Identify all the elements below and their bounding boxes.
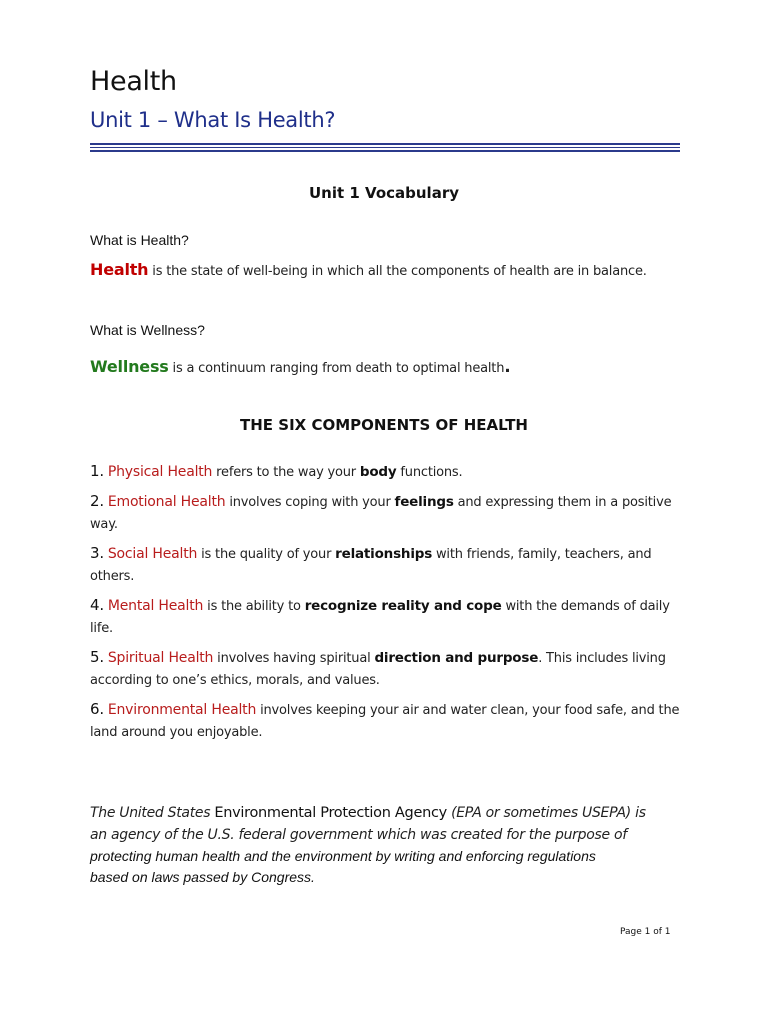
vocab-definition <box>90 260 690 279</box>
document-subtitle: Unit 1 – What Is Health? <box>90 108 336 132</box>
component-text: with friends, family, teachers, and others. <box>90 547 652 584</box>
vocabulary-heading: Unit 1 Vocabulary <box>308 184 459 202</box>
component-keyword: direction and purpose <box>374 650 539 666</box>
item-number: 1. <box>90 462 104 480</box>
item-number: 6. <box>90 700 104 718</box>
item-number: 2. <box>90 492 104 510</box>
list-item <box>90 460 680 484</box>
list-item <box>90 698 680 744</box>
component-text: with the demands of daily life. <box>90 599 670 636</box>
component-name: Mental Health <box>107 598 204 614</box>
component-text: . This includes living according to one’s ethics, morals, and values. <box>90 651 666 688</box>
component-name: Environmental Health <box>107 702 257 718</box>
vocab-definition <box>90 357 690 377</box>
vocab-question: What is Health? <box>90 232 189 248</box>
epa-agency-name: Environmental Protection Agency <box>214 805 447 821</box>
epa-note-line: based on laws passed by Congress. <box>90 869 315 885</box>
components-list <box>90 460 680 750</box>
component-text: involves keeping your air and water clean, your food safe, and the land around you enjoyable. <box>90 703 680 740</box>
page-number: Page 1 of 1 <box>620 927 671 937</box>
epa-note-text: The United States <box>90 805 215 821</box>
component-keyword: feelings <box>394 494 454 510</box>
component-keyword: recognize reality and cope <box>304 598 502 614</box>
component-text: refers to the way your <box>212 465 360 480</box>
component-text: and expressing them in a positive way. <box>90 495 672 532</box>
vocab-question: What is Wellness? <box>90 322 205 338</box>
epa-note-line <box>90 802 690 824</box>
component-text: functions. <box>396 465 463 480</box>
component-name: Social Health <box>107 546 198 562</box>
list-item <box>90 594 680 640</box>
component-name: Emotional Health <box>107 494 226 510</box>
vocab-term: Health <box>90 260 149 279</box>
component-text: is the ability to <box>203 599 305 614</box>
component-name: Physical Health <box>107 464 213 480</box>
vocab-definition-ending: . <box>504 357 511 377</box>
title-divider <box>90 147 680 148</box>
component-text: involves coping with your <box>225 495 395 510</box>
component-keyword: relationships <box>335 546 433 562</box>
vocab-term: Wellness <box>90 357 169 376</box>
list-item <box>90 542 680 588</box>
item-number: 5. <box>90 648 104 666</box>
title-divider <box>90 150 680 152</box>
title-divider <box>90 143 680 145</box>
item-number: 4. <box>90 596 104 614</box>
epa-note-text: (EPA or sometimes USEPA) is <box>446 805 646 821</box>
components-heading: THE SIX COMPONENTS OF HEALTH <box>240 416 528 434</box>
list-item <box>90 646 680 692</box>
component-text: involves having spiritual <box>213 651 375 666</box>
vocab-definition-text: is the state of well-being in which all the components of health are in balance. <box>148 264 647 279</box>
component-keyword: body <box>359 464 397 480</box>
epa-note <box>90 802 690 888</box>
epa-note-line: protecting human health and the environment by writing and enforcing regulations <box>90 848 596 864</box>
list-item <box>90 490 680 536</box>
component-text: is the quality of your <box>197 547 336 562</box>
item-number: 3. <box>90 544 104 562</box>
vocab-definition-text: is a continuum ranging from death to optimal health <box>168 361 505 376</box>
component-name: Spiritual Health <box>107 650 214 666</box>
epa-note-line: an agency of the U.S. federal government which was created for the purpose of <box>90 827 627 843</box>
document-title: Health <box>90 66 177 97</box>
